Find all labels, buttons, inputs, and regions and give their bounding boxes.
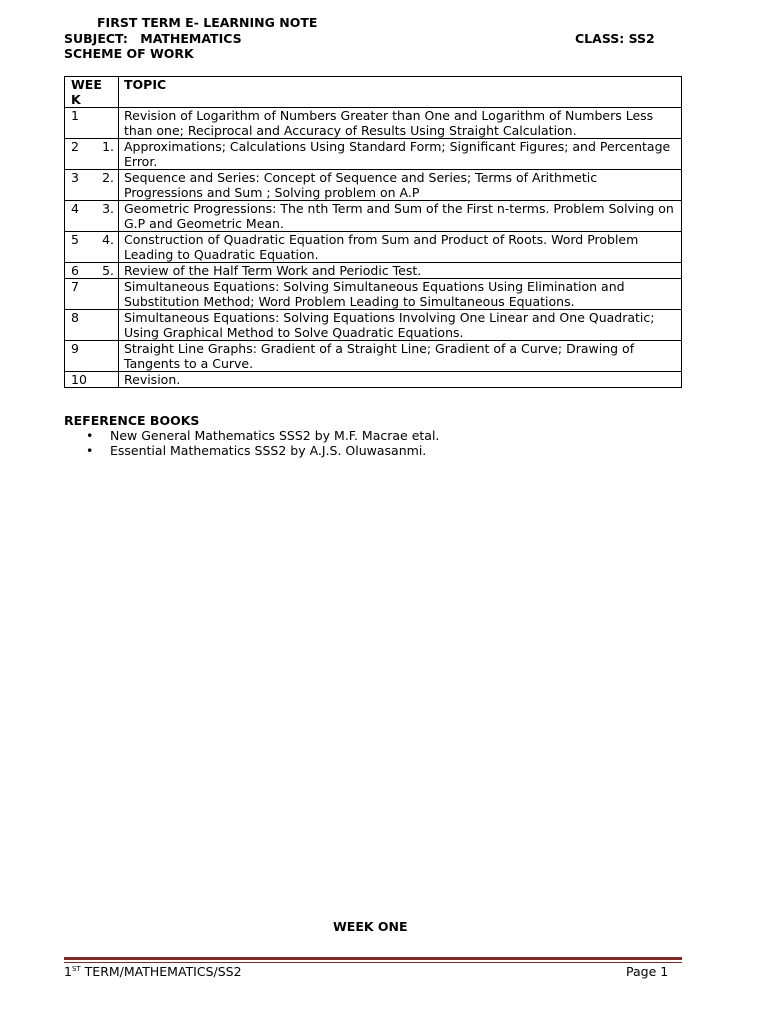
topic-cell: Geometric Progressions: The nth Term and Sum of the First n-terms. Problem Solving on G.P and Geometric Mean. — [119, 201, 682, 232]
topic-cell: Revision of Logarithm of Numbers Greater than One and Logarithm of Numbers Less than one; Reciprocal and Accuracy of Results Using Straight Calculation. — [119, 108, 682, 139]
list-number: 5. — [102, 263, 114, 278]
scheme-of-work-table — [64, 76, 682, 388]
list-item — [64, 428, 439, 443]
footer-term-number: 1 — [64, 964, 72, 979]
week-number: 9 — [71, 341, 79, 356]
table-body — [65, 108, 682, 388]
subject-line — [64, 31, 242, 46]
reference-books-list — [64, 428, 439, 458]
column-header-topic: TOPIC — [119, 77, 682, 108]
list-number: 1. — [102, 139, 114, 154]
week-number: 8 — [71, 310, 79, 325]
footer-term-superscript: ST — [71, 964, 81, 973]
table-row — [65, 201, 682, 232]
table-row — [65, 372, 682, 388]
reference-books-heading: REFERENCE BOOKS — [64, 413, 200, 428]
week-number: 4 — [71, 201, 79, 216]
week-cell — [65, 310, 119, 341]
week-cell — [65, 139, 119, 170]
week-cell — [65, 108, 119, 139]
footer-term-rest: TERM/MATHEMATICS/SS2 — [80, 964, 242, 979]
document-title: FIRST TERM E- LEARNING NOTE — [97, 15, 318, 30]
footer-rule-thick — [64, 957, 682, 960]
table-header-row — [65, 77, 682, 108]
bullet-icon: • — [86, 428, 94, 443]
topic-cell: Straight Line Graphs: Gradient of a Straight Line; Gradient of a Curve; Drawing of Tangents to a Curve. — [119, 341, 682, 372]
reference-book-title: Essential Mathematics SSS2 by A.J.S. Oluwasanmi. — [110, 443, 427, 458]
scheme-of-work-title: SCHEME OF WORK — [64, 46, 194, 61]
subject-value: MATHEMATICS — [140, 31, 242, 46]
table-row — [65, 279, 682, 310]
table-row — [65, 232, 682, 263]
subject-label: SUBJECT: — [64, 31, 128, 46]
page-number: Page 1 — [626, 964, 669, 979]
week-cell — [65, 201, 119, 232]
list-number: 2. — [102, 170, 114, 185]
week-cell — [65, 232, 119, 263]
topic-cell: Approximations; Calculations Using Standard Form; Significant Figures; and Percentage Error. — [119, 139, 682, 170]
week-number: 7 — [71, 279, 79, 294]
footer-term-label — [64, 964, 242, 979]
week-cell — [65, 372, 119, 388]
list-item — [64, 443, 439, 458]
week-number: 6 — [71, 263, 79, 278]
list-number: 3. — [102, 201, 114, 216]
week-cell — [65, 279, 119, 310]
week-cell — [65, 341, 119, 372]
table-row — [65, 341, 682, 372]
week-cell — [65, 263, 119, 279]
week-number: 2 — [71, 139, 79, 154]
week-number: 5 — [71, 232, 79, 247]
table-row — [65, 170, 682, 201]
week-number: 10 — [71, 372, 87, 387]
table-row — [65, 310, 682, 341]
column-header-week: WEE K — [65, 77, 119, 108]
topic-cell: Sequence and Series: Concept of Sequence and Series; Terms of Arithmetic Progressions and Sum ; Solving problem on A.P — [119, 170, 682, 201]
week-cell — [65, 170, 119, 201]
topic-cell: Revision. — [119, 372, 682, 388]
list-number: 4. — [102, 232, 114, 247]
table-row — [65, 139, 682, 170]
table-row — [65, 108, 682, 139]
footer-rule-thin — [64, 962, 682, 963]
topic-cell: Simultaneous Equations: Solving Simultaneous Equations Using Elimination and Substitution Method; Word Problem Leading to Simultaneous Equations. — [119, 279, 682, 310]
week-number: 1 — [71, 108, 79, 123]
class-label: CLASS: SS2 — [575, 31, 655, 46]
topic-cell: Review of the Half Term Work and Periodic Test. — [119, 263, 682, 279]
topic-cell: Construction of Quadratic Equation from Sum and Product of Roots. Word Problem Leading to Quadratic Equation. — [119, 232, 682, 263]
bullet-icon: • — [86, 443, 94, 458]
table-row — [65, 263, 682, 279]
topic-cell: Simultaneous Equations: Solving Equations Involving One Linear and One Quadratic; Using Graphical Method to Solve Quadratic Equations. — [119, 310, 682, 341]
week-number: 3 — [71, 170, 79, 185]
week-heading: WEEK ONE — [333, 919, 408, 934]
reference-book-title: New General Mathematics SSS2 by M.F. Macrae etal. — [110, 428, 440, 443]
